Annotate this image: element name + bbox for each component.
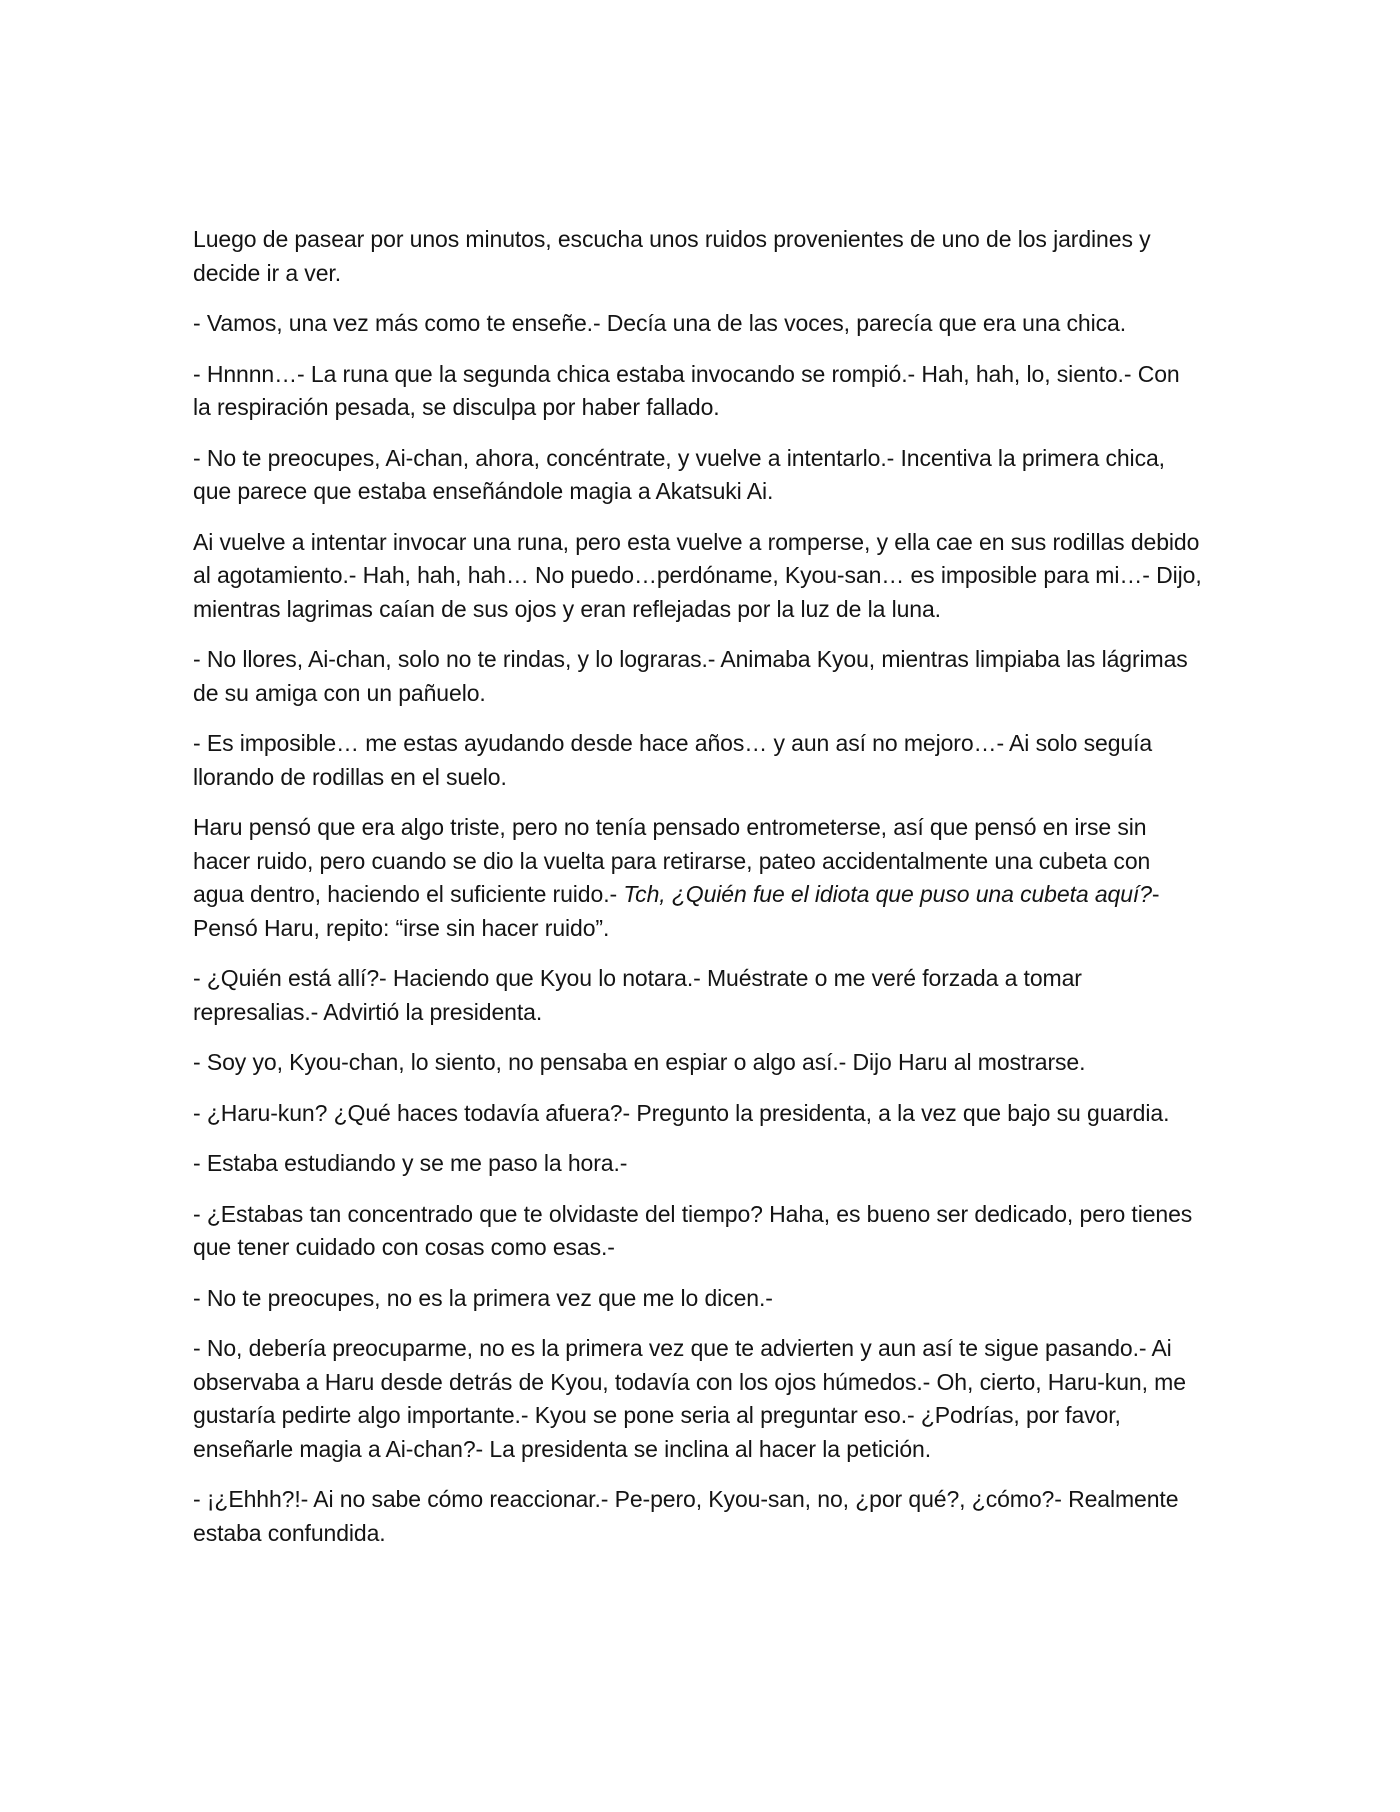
paragraph-8-thought: Tch, ¿Quién fue el idiota que puso una cubeta aquí?: [623, 881, 1152, 907]
paragraph-5: Ai vuelve a intentar invocar una runa, pero esta vuelve a romperse, y ella cae en sus rodillas debido al agotamiento.- Hah, hah, hah… No puedo…perdóname, Kyou-san… es imposible para mi…- Dijo, mientras lagrimas caían de sus ojos y eran reflejadas por la luz de la luna.: [193, 528, 1202, 622]
paragraph-12: - Estaba estudiando y se me paso la hora.-: [193, 1150, 628, 1176]
paragraph-1: Luego de pasear por unos minutos, escucha unos ruidos provenientes de uno de los jardines y decide ir a ver.: [193, 226, 1151, 286]
paragraph-6: - No llores, Ai-chan, solo no te rindas, y lo lograras.- Animaba Kyou, mientras limpiaba las lágrimas de su amiga con un pañuelo.: [193, 646, 1188, 706]
paragraph-3: - Hnnnn…- La runa que la segunda chica estaba invocando se rompió.- Hah, hah, lo, siento.- Con la respiración pesada, se disculpa por haber fallado.: [193, 360, 1180, 420]
paragraph-10: - Soy yo, Kyou-chan, lo siento, no pensaba en espiar o algo así.- Dijo Haru al mostrarse.: [193, 1049, 1086, 1075]
paragraph-8-part2: - Pensó Haru, repito: “irse sin hacer ruido”.: [193, 881, 1160, 941]
paragraph-4: - No te preocupes, Ai-chan, ahora, concéntrate, y vuelve a intentarlo.- Incentiva la primera chica, que parece que estaba enseñándole magia a Akatsuki Ai.: [193, 444, 1165, 504]
paragraph-2: - Vamos, una vez más como te enseñe.- Decía una de las voces, parecía que era una chica.: [193, 310, 1127, 336]
paragraph-15: - No, debería preocuparme, no es la primera vez que te advierten y aun así te sigue pasando.- Ai observaba a Haru desde detrás de Kyou, todavía con los ojos húmedos.- Oh, cierto, Haru-kun, me gustaría pedirte algo importante.- Kyou se pone seria al preguntar eso.- ¿Podrías, por favor, enseñarle magia a Ai-chan?- La presidenta se inclina al hacer la petición.: [193, 1335, 1186, 1462]
paragraph-9: - ¿Quién está allí?- Haciendo que Kyou lo notara.- Muéstrate o me veré forzada a tomar represalias.- Advirtió la presidenta.: [193, 965, 1082, 1025]
paragraph-7: - Es imposible… me estas ayudando desde hace años… y aun así no mejoro…- Ai solo seguía llorando de rodillas en el suelo.: [193, 730, 1153, 790]
document-body: [193, 223, 1203, 1567]
paragraph-8: [193, 811, 1203, 945]
paragraph-13: - ¿Estabas tan concentrado que te olvidaste del tiempo? Haha, es bueno ser dedicado, pero tienes que tener cuidado con cosas como esas.-: [193, 1200, 1193, 1260]
paragraph-8-part1: Haru pensó que era algo triste, pero no tenía pensado entrometerse, así que pensó en irse sin hacer ruido, pero cuando se dio la vuelta para retirarse, pateo accidentalmente una cubeta con agua dentro, haciendo el suficiente ruido.-: [193, 814, 1151, 907]
paragraph-14: - No te preocupes, no es la primera vez que me lo dicen.-: [193, 1284, 773, 1311]
paragraph-11: - ¿Haru-kun? ¿Qué haces todavía afuera?- Pregunto la presidenta, a la vez que bajo su guardia.: [193, 1099, 1170, 1126]
paragraph-16: - ¡¿Ehhh?!- Ai no sabe cómo reaccionar.- Pe-pero, Kyou-san, no, ¿por qué?, ¿cómo?- Realmente estaba confundida.: [193, 1486, 1179, 1546]
